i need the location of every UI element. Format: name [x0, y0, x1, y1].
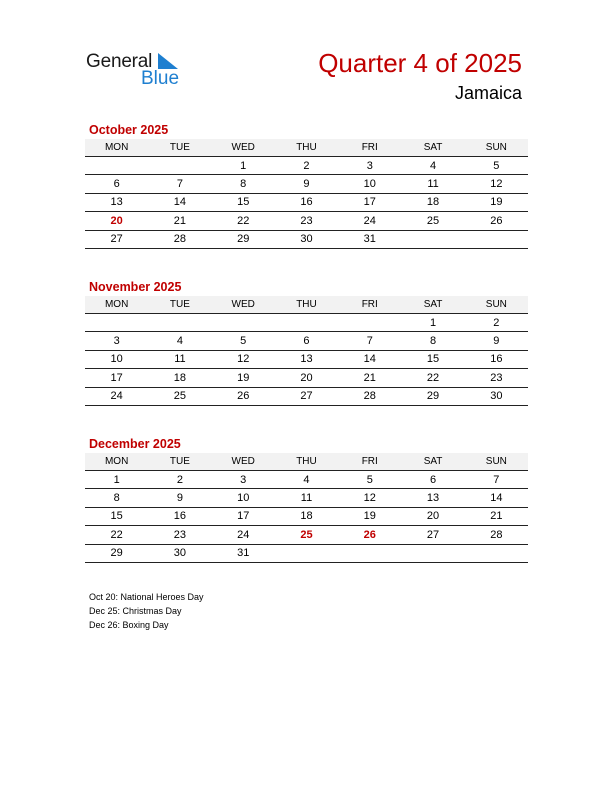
weekday-header-row	[85, 296, 528, 314]
day-cell: 8	[212, 175, 275, 193]
day-cell: 24	[212, 526, 275, 544]
weekday-header: THU	[275, 139, 338, 157]
day-cell: 5	[338, 471, 401, 489]
calendar-table	[85, 453, 528, 563]
month-december	[85, 436, 528, 563]
day-cell: 11	[148, 350, 211, 368]
day-cell: 10	[85, 350, 148, 368]
calendar-table	[85, 296, 528, 406]
day-cell: 2	[275, 157, 338, 175]
day-cell: 22	[85, 526, 148, 544]
day-cell: 9	[148, 489, 211, 507]
weekday-header: SUN	[465, 453, 528, 471]
day-cell: 11	[275, 489, 338, 507]
day-cell: 7	[148, 175, 211, 193]
calendar-table	[85, 139, 528, 249]
holiday-notes	[89, 590, 204, 632]
day-cell	[275, 314, 338, 332]
day-cell: 1	[401, 314, 464, 332]
weekday-header: MON	[85, 139, 148, 157]
logo-text-blue: Blue	[141, 68, 180, 89]
day-cell: 13	[401, 489, 464, 507]
weekday-header: SAT	[401, 139, 464, 157]
day-cell: 9	[465, 332, 528, 350]
day-cell	[465, 544, 528, 562]
day-cell: 27	[275, 387, 338, 405]
day-cell: 18	[401, 193, 464, 211]
weekday-header: MON	[85, 453, 148, 471]
day-cell: 18	[275, 507, 338, 525]
week-row	[85, 544, 528, 562]
day-cell	[275, 544, 338, 562]
week-row	[85, 314, 528, 332]
day-cell: 23	[275, 212, 338, 230]
weekday-header: TUE	[148, 453, 211, 471]
holiday-note: Dec 25: Christmas Day	[89, 606, 182, 616]
day-cell: 15	[401, 350, 464, 368]
month-title: November 2025	[89, 280, 182, 294]
day-cell: 12	[465, 175, 528, 193]
month-october	[85, 122, 528, 249]
day-cell: 14	[148, 193, 211, 211]
weekday-header: WED	[212, 296, 275, 314]
week-row	[85, 350, 528, 368]
day-cell: 30	[148, 544, 211, 562]
weekday-header: SAT	[401, 296, 464, 314]
day-cell	[85, 157, 148, 175]
week-row	[85, 193, 528, 211]
week-row	[85, 507, 528, 525]
day-cell: 17	[338, 193, 401, 211]
day-cell: 4	[275, 471, 338, 489]
day-cell: 20	[401, 507, 464, 525]
day-cell: 10	[338, 175, 401, 193]
day-cell: 12	[338, 489, 401, 507]
week-row	[85, 332, 528, 350]
weekday-header: FRI	[338, 139, 401, 157]
day-cell: 14	[338, 350, 401, 368]
day-cell: 15	[212, 193, 275, 211]
day-cell: 7	[465, 471, 528, 489]
day-cell	[212, 314, 275, 332]
day-cell: 9	[275, 175, 338, 193]
day-cell: 6	[85, 175, 148, 193]
day-cell: 31	[212, 544, 275, 562]
day-cell: 31	[338, 230, 401, 248]
week-row	[85, 471, 528, 489]
day-cell: 28	[148, 230, 211, 248]
day-cell: 5	[212, 332, 275, 350]
day-cell: 23	[465, 369, 528, 387]
day-cell: 22	[212, 212, 275, 230]
day-cell: 4	[148, 332, 211, 350]
day-cell: 6	[401, 471, 464, 489]
day-cell: 27	[401, 526, 464, 544]
day-cell: 29	[212, 230, 275, 248]
day-cell	[148, 314, 211, 332]
day-cell: 29	[85, 544, 148, 562]
weekday-header: SUN	[465, 139, 528, 157]
weekday-header-row	[85, 453, 528, 471]
day-cell: 11	[401, 175, 464, 193]
week-row	[85, 157, 528, 175]
day-cell: 16	[465, 350, 528, 368]
day-cell	[85, 314, 148, 332]
day-cell: 3	[212, 471, 275, 489]
logo-triangle-icon	[156, 53, 178, 69]
day-cell: 30	[465, 387, 528, 405]
day-cell: 2	[148, 471, 211, 489]
weekday-header: SUN	[465, 296, 528, 314]
day-cell	[465, 230, 528, 248]
day-cell: 17	[85, 369, 148, 387]
day-cell: 20	[85, 212, 148, 230]
day-cell: 13	[275, 350, 338, 368]
day-cell: 26	[465, 212, 528, 230]
day-cell	[401, 544, 464, 562]
logo-text-general: General	[86, 51, 153, 72]
day-cell: 5	[465, 157, 528, 175]
day-cell: 1	[212, 157, 275, 175]
day-cell	[401, 230, 464, 248]
country-name: Jamaica	[454, 83, 522, 103]
weekday-header: WED	[212, 453, 275, 471]
day-cell: 21	[148, 212, 211, 230]
day-cell: 4	[401, 157, 464, 175]
day-cell: 26	[212, 387, 275, 405]
weekday-header: THU	[275, 453, 338, 471]
day-cell: 18	[148, 369, 211, 387]
day-cell: 13	[85, 193, 148, 211]
day-cell	[148, 157, 211, 175]
day-cell: 21	[338, 369, 401, 387]
day-cell: 15	[85, 507, 148, 525]
holiday-note: Oct 20: National Heroes Day	[89, 592, 204, 602]
weekday-header: TUE	[148, 139, 211, 157]
weekday-header: WED	[212, 139, 275, 157]
weekday-header: THU	[275, 296, 338, 314]
day-cell: 6	[275, 332, 338, 350]
holiday-note: Dec 26: Boxing Day	[89, 620, 169, 630]
day-cell: 27	[85, 230, 148, 248]
day-cell: 26	[338, 526, 401, 544]
day-cell: 12	[212, 350, 275, 368]
day-cell: 25	[275, 526, 338, 544]
day-cell: 1	[85, 471, 148, 489]
day-cell: 25	[401, 212, 464, 230]
day-cell: 2	[465, 314, 528, 332]
day-cell: 28	[465, 526, 528, 544]
day-cell: 8	[85, 489, 148, 507]
day-cell: 20	[275, 369, 338, 387]
month-title: October 2025	[89, 123, 169, 137]
week-row	[85, 387, 528, 405]
page-title: Quarter 4 of 2025	[318, 48, 522, 78]
day-cell: 17	[212, 507, 275, 525]
day-cell: 3	[338, 157, 401, 175]
day-cell: 28	[338, 387, 401, 405]
day-cell: 29	[401, 387, 464, 405]
day-cell: 19	[212, 369, 275, 387]
day-cell: 25	[148, 387, 211, 405]
week-row	[85, 369, 528, 387]
day-cell: 24	[338, 212, 401, 230]
week-row	[85, 526, 528, 544]
day-cell: 16	[148, 507, 211, 525]
week-row	[85, 489, 528, 507]
day-cell: 30	[275, 230, 338, 248]
day-cell	[338, 544, 401, 562]
day-cell: 10	[212, 489, 275, 507]
month-november	[85, 279, 528, 406]
weekday-header: FRI	[338, 453, 401, 471]
generalblue-logo	[86, 51, 186, 91]
day-cell: 23	[148, 526, 211, 544]
weekday-header: SAT	[401, 453, 464, 471]
week-row	[85, 230, 528, 248]
weekday-header: FRI	[338, 296, 401, 314]
day-cell: 16	[275, 193, 338, 211]
day-cell: 19	[338, 507, 401, 525]
day-cell: 19	[465, 193, 528, 211]
day-cell	[338, 314, 401, 332]
weekday-header: MON	[85, 296, 148, 314]
day-cell: 14	[465, 489, 528, 507]
day-cell: 21	[465, 507, 528, 525]
weekday-header-row	[85, 139, 528, 157]
day-cell: 8	[401, 332, 464, 350]
week-row	[85, 175, 528, 193]
month-title: December 2025	[89, 437, 181, 451]
day-cell: 24	[85, 387, 148, 405]
day-cell: 7	[338, 332, 401, 350]
weekday-header: TUE	[148, 296, 211, 314]
day-cell: 3	[85, 332, 148, 350]
week-row	[85, 212, 528, 230]
day-cell: 22	[401, 369, 464, 387]
